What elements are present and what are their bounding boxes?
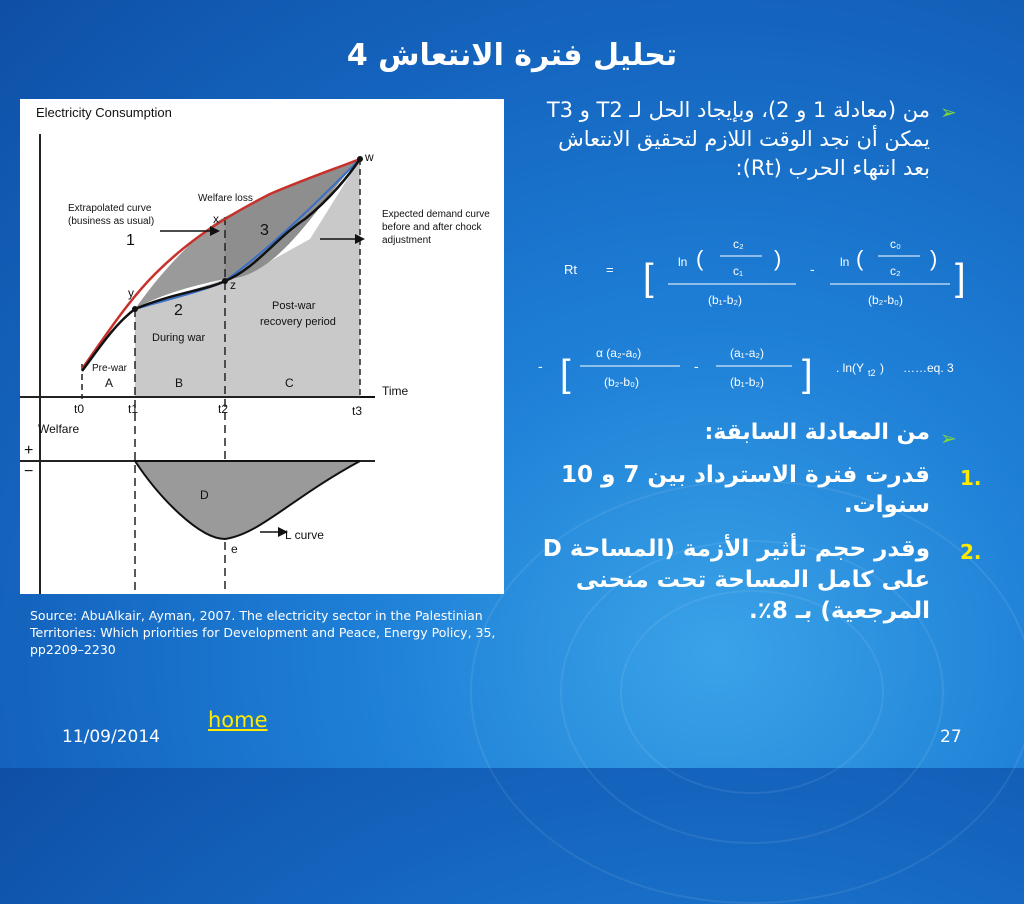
label-during-war: During war (152, 332, 206, 344)
paragraph-rt-intro: من (معادلة 1 و 2)، وبإيجاد الحل لـ T2 و T3 يمكن أن نجد الوقت اللازم لتحقيق الانتعاش بعد انتهاء الحرب (Rt): (546, 98, 930, 180)
electricity-consumption-figure (20, 99, 504, 594)
eq-ln-y: . ln(Y (836, 361, 865, 375)
label-minus: − (24, 463, 34, 480)
label-zone-b: B (175, 376, 184, 390)
label-point-z: z (230, 278, 236, 292)
label-zone-c: C (285, 376, 294, 390)
label-t3: t3 (352, 404, 363, 418)
eq-paren-open: ( (696, 246, 704, 271)
label-t2: t2 (218, 402, 229, 416)
eq-c0: c₀ (890, 237, 901, 251)
eq-minus-3: - (694, 358, 699, 374)
label-area-3: 3 (260, 222, 269, 239)
eq-alpha-term: α (a₂-a₀) (596, 346, 642, 360)
point-w (357, 156, 363, 162)
eq-equals: = (606, 262, 614, 277)
eq-ln-1: ln (678, 255, 688, 269)
eq-bracket-close: ] (955, 257, 966, 299)
eq-rt: Rt (564, 262, 577, 277)
bullet-arrow-icon: ➢ (940, 426, 957, 450)
bullet-arrow-icon: ➢ (940, 100, 957, 124)
item-2-number: 2. (960, 540, 982, 564)
eq-denominator-3: (b₂-b₀) (604, 375, 639, 389)
label-l-curve: L curve (285, 528, 324, 542)
recovery-time-equation (530, 226, 1000, 406)
label-point-y: y (128, 286, 134, 300)
eq-c2-top: c₂ (733, 237, 744, 251)
l-curve-region-d (135, 461, 360, 539)
label-zone-a: A (105, 376, 114, 390)
paragraph-previous-equation: من المعادلة السابقة: (704, 420, 930, 445)
label-area-2: 2 (174, 302, 183, 319)
label-t1: t1 (128, 402, 139, 416)
point-y (132, 306, 138, 312)
label-t0: t0 (74, 402, 85, 416)
eq-ln-y-sub: t2 (868, 368, 876, 378)
label-region-d: D (200, 488, 209, 502)
figure-title: Electricity Consumption (36, 105, 172, 120)
eq-c1: c₁ (733, 264, 744, 278)
eq-minus: - (810, 261, 815, 277)
eq-paren-open-2: ( (856, 246, 864, 271)
eq-denominator-1: (b₁-b₂) (708, 293, 743, 307)
label-point-e: e (231, 542, 238, 556)
label-business: (business as usual) (68, 216, 155, 227)
label-point-x: x (213, 212, 219, 226)
label-welfare: Welfare (38, 422, 80, 436)
home-link[interactable]: home (208, 708, 268, 732)
eq-minus-2: - (538, 358, 543, 374)
label-expected-3: adjustment (382, 235, 431, 246)
label-postwar-1: Post-war (272, 300, 316, 312)
point-z (222, 278, 228, 284)
label-area-1: 1 (126, 232, 135, 249)
label-point-w: w (365, 150, 374, 164)
item-2-text: وقدر حجم تأثير الأزمة (المساحة D على كامل المساحة تحت منحنى المرجعية) بـ 8٪. (542, 536, 930, 624)
eq-paren-close: ) (774, 246, 782, 271)
source-citation: Source: AbuAlkair, Ayman, 2007. The electricity sector in the Palestinian Territories: Which priorities for Development and Peace, Energy Policy, 35, pp2209–2230 (30, 608, 496, 657)
eq-c2-bottom: c₂ (890, 264, 901, 278)
label-plus: + (24, 442, 34, 459)
eq-bracket-close-2: ] (802, 353, 813, 395)
eq-ln-y-close: ) (880, 361, 884, 375)
eq-a-term: (a₁-a₂) (730, 346, 765, 360)
label-expected-2: before and after chock (382, 222, 482, 233)
label-extrapolated: Extrapolated curve (68, 203, 152, 214)
eq-denominator-4: (b₁-b₂) (730, 375, 765, 389)
label-expected-1: Expected demand curve (382, 209, 490, 220)
eq-paren-close-2: ) (930, 246, 938, 271)
eq-ln-2: ln (840, 255, 850, 269)
label-prewar: Pre-war (92, 363, 128, 374)
label-welfare-loss: Welfare loss (198, 193, 253, 204)
item-1-text: قدرت فترة الاسترداد بين 7 و 10 سنوات. (561, 462, 930, 518)
label-postwar-2: recovery period (260, 316, 336, 328)
label-time: Time (382, 384, 409, 398)
slide-page-number: 27 (940, 727, 962, 747)
slide-date: 11/09/2014 (62, 727, 160, 747)
item-1-number: 1. (960, 466, 982, 490)
figure-svg (20, 99, 504, 594)
eq-bracket-open-2: [ (560, 353, 571, 395)
slide-title: تحليل فترة الانتعاش 4 (346, 38, 678, 73)
eq-denominator-2: (b₂-b₀) (868, 293, 903, 307)
eq-bracket-open: [ (643, 257, 654, 299)
eq-label: ……eq. 3 (903, 361, 954, 375)
